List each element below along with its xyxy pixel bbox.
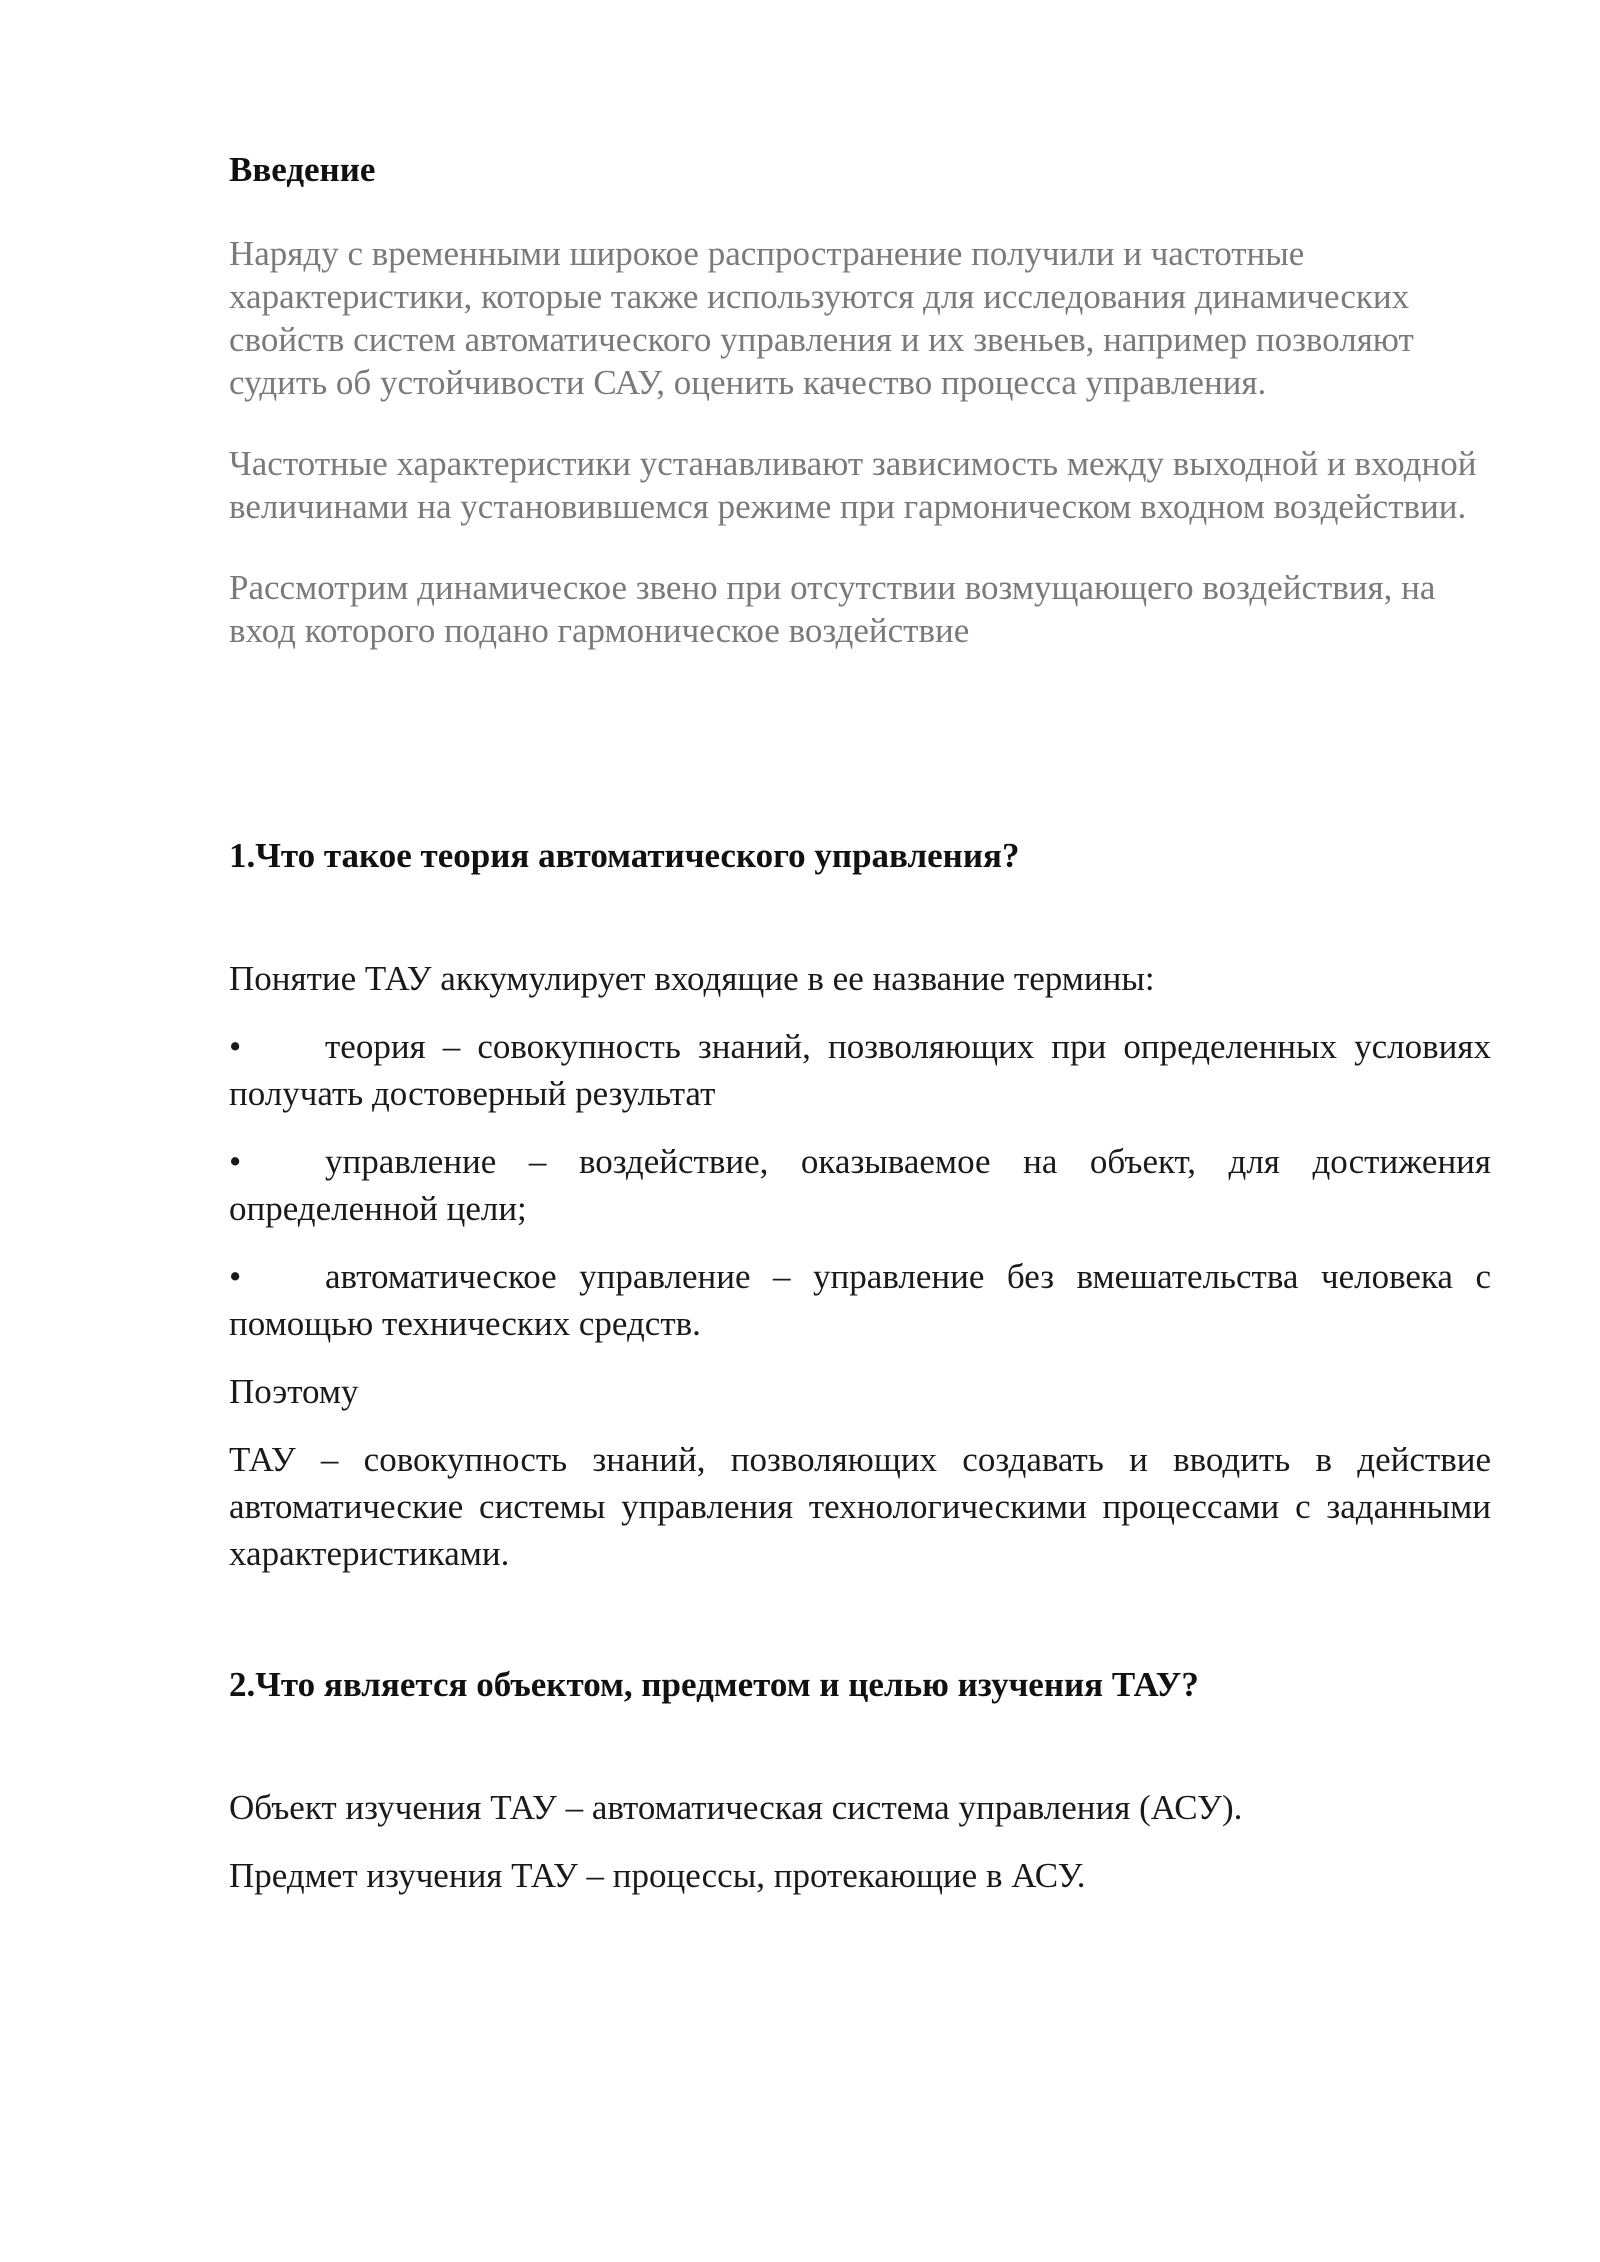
intro-paragraph-2: Частотные характеристики устанавливают зависимость между выходной и входной величинами на установившемся режиме при гармоническом входном воздействии. [229,444,1477,526]
intro-paragraph-1: Наряду с временными широкое распространение получили и частотные характеристики, которые также используются для исследования динамических свойств систем автоматического управления и их звеньев, например позволяют судить об устойчивости САУ, оценить качество процесса управления. [229,234,1414,402]
list-item [229,1138,1491,1232]
section1-heading: 1.Что такое теория автоматического управления? [229,836,1020,875]
list-item [229,1023,1491,1117]
bullet-text: управление – воздействие, оказываемое на объект, для достижения определенной цели; [229,1142,1491,1228]
bullet-icon: • [229,1142,242,1181]
section1-lead: Понятие ТАУ аккумулирует входящие в ее название термины: [229,959,1155,998]
study-subject: Предмет изучения ТАУ – процессы, протекающие в АСУ. [229,1856,1086,1895]
list-item [229,1253,1491,1347]
intro-heading: Введение [229,150,376,189]
document-page [229,148,1491,1899]
study-object: Объект изучения ТАУ – автоматическая система управления (АСУ). [229,1788,1243,1827]
bullet-icon: • [229,1027,242,1066]
bullet-text: автоматическое управление – управление без вмешательства человека с помощью технических средств. [229,1257,1491,1343]
bullet-icon: • [229,1257,242,1296]
intro-paragraph-3: Рассмотрим динамическое звено при отсутствии возмущающего воздействия, на вход которого подано гармоническое воздействие [229,568,1436,650]
tau-definition: ТАУ – совокупность знаний, позволяющих создавать и вводить в действие автоматические системы управления технологическими процессами с заданными характеристиками. [229,1440,1491,1573]
section2-heading: 2.Что является объектом, предметом и целью изучения ТАУ? [229,1665,1199,1704]
bullet-text: теория – совокупность знаний, позволяющих при определенных условиях получать достоверный результат [229,1027,1491,1113]
therefore-text: Поэтому [229,1372,359,1411]
